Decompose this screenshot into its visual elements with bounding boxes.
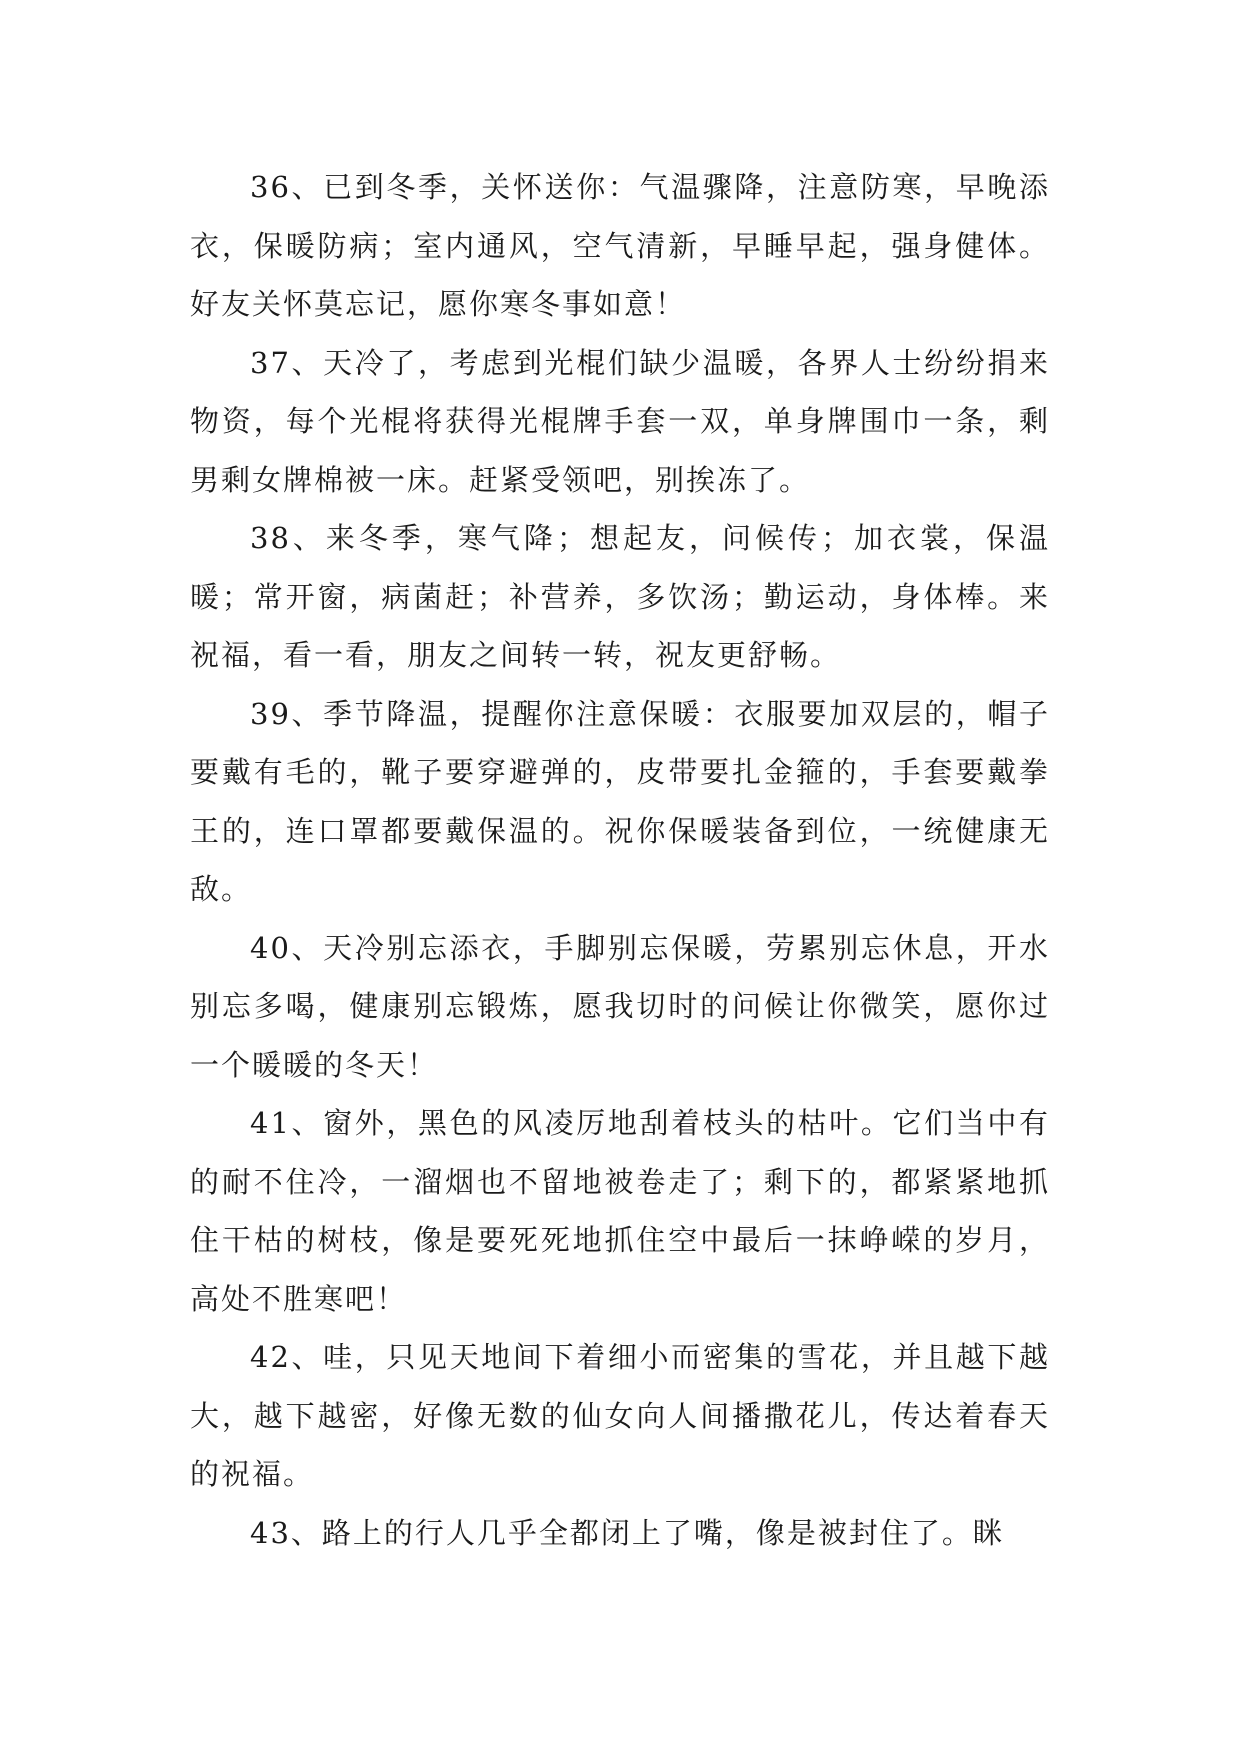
paragraph-37: 37、天冷了，考虑到光棍们缺少温暖，各界人士纷纷捐来物资，每个光棍将获得光棍牌手套一双，单身牌围巾一条，剩男剩女牌棉被一床。赶紧受领吧，别挨冻了。 [190, 345, 1050, 497]
paragraph-42: 42、哇，只见天地间下着细小而密集的雪花，并且越下越大，越下越密，好像无数的仙女向人间播撒花儿，传达着春天的祝福。 [190, 1340, 1050, 1491]
paragraph-41: 41、窗外，黑色的风凌厉地刮着枝头的枯叶。它们当中有的耐不住冷，一溜烟也不留地被卷走了；剩下的，都紧紧地抓住干枯的树枝，像是要死死地抓住空中最后一抹峥嵘的岁月，高处不胜寒吧！ [190, 1106, 1050, 1316]
document-body [190, 158, 1050, 1562]
paragraph-43: 43、路上的行人几乎全都闭上了嘴，像是被封住了。眯 [250, 1515, 1004, 1550]
paragraph-40: 40、天冷别忘添衣，手脚别忘保暖，劳累别忘休息，开水别忘多喝，健康别忘锻炼，愿我切时的问候让你微笑，愿你过一个暖暖的冬天！ [190, 930, 1050, 1082]
paragraph-36: 36、已到冬季，关怀送你：气温骤降，注意防寒，早晚添衣，保暖防病；室内通风，空气清新，早睡早起，强身健体。好友关怀莫忘记，愿你寒冬事如意！ [190, 170, 1050, 321]
paragraph-38: 38、来冬季，寒气降；想起友，问候传；加衣裳，保温暖；常开窗，病菌赶；补营养，多饮汤；勤运动，身体棒。来祝福，看一看，朋友之间转一转，祝友更舒畅。 [190, 521, 1050, 672]
paragraph-39: 39、季节降温，提醒你注意保暖：衣服要加双层的，帽子要戴有毛的，靴子要穿避弹的，皮带要扎金箍的，手套要戴拳王的，连口罩都要戴保温的。祝你保暖装备到位，一统健康无敌。 [190, 696, 1050, 906]
